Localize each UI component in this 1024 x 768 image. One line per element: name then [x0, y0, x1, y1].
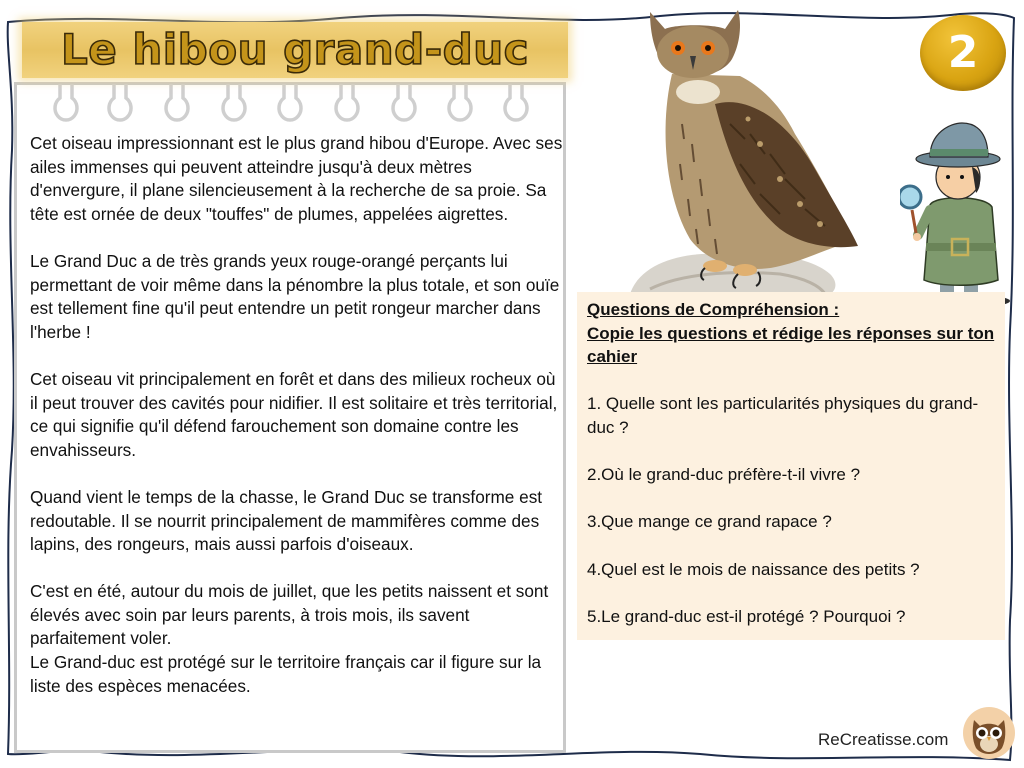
title-banner [22, 22, 568, 78]
questions-heading: Questions de Compréhension : [587, 300, 840, 319]
reading-paragraph: Le Grand Duc a de très grands yeux rouge-orangé perçants lui permettant de voir même dans la pénombre la plus totale, et son ouïe est tellement fine qu'il peut entendre un petit rongeur marcher dans l'herbe ! [30, 250, 560, 342]
reading-paragraph: Quand vient le temps de la chasse, le Grand Duc se transforme est redoutable. Il se nourrit principalement de mammifères comme des lapins, des rongeurs, mais aussi parfois d'oiseaux. [30, 486, 543, 555]
notebook-rings [14, 72, 566, 132]
sheet-number: 2 [947, 27, 979, 78]
question-item: 2.Où le grand-duc préfère-t-il vivre ? [587, 465, 861, 485]
reading-paragraph: Le Grand-duc est protégé sur le territoire français car il figure sur la liste des espèces menacées. [30, 652, 542, 696]
page-title: Le hibou grand-duc [61, 25, 529, 74]
owl-photo-image [620, 4, 870, 296]
site-credit: ReCreatisse.com [818, 730, 949, 749]
question-item: 5.Le grand-duc est-il protégé ? Pourquoi ? [587, 606, 906, 626]
question-item: 1. Quelle sont les particularités physiques du grand-duc ? [587, 394, 979, 437]
reading-text [30, 132, 564, 698]
question-item: 3.Que mange ce grand rapace ? [587, 512, 832, 532]
reading-paragraph: Cet oiseau impressionnant est le plus grand hibou d'Europe. Avec ses ailes immenses qui peuvent atteindre jusqu'à deux mètres d'envergure, il plane silencieusement à la recherche de sa proie. Sa tête est ornée de deux "touffes" de plumes, appelées aigrettes. [30, 133, 563, 224]
reading-paragraph: C'est en été, autour du mois de juillet, que les petits naissent et sont élevés avec soin par leurs parents, à trois mois, ils savent parfaitement voler. [30, 581, 549, 649]
owl-logo-icon [962, 706, 1016, 760]
questions-content [587, 298, 997, 628]
question-item: 4.Quel est le mois de naissance des petits ? [587, 559, 920, 579]
detective-character-image [900, 115, 1015, 310]
sheet-number-badge [920, 15, 1006, 91]
questions-instructions: Copie les questions et rédige les réponses sur ton cahier [587, 323, 995, 367]
reading-paragraph: Cet oiseau vit principalement en forêt et dans des milieux rocheux où il peut trouver des cavités pour nidifier. Il est solitaire et très territorial, ce qui signifie qu'il défend farouchement son domaine contre les envahisseurs. [30, 368, 558, 460]
